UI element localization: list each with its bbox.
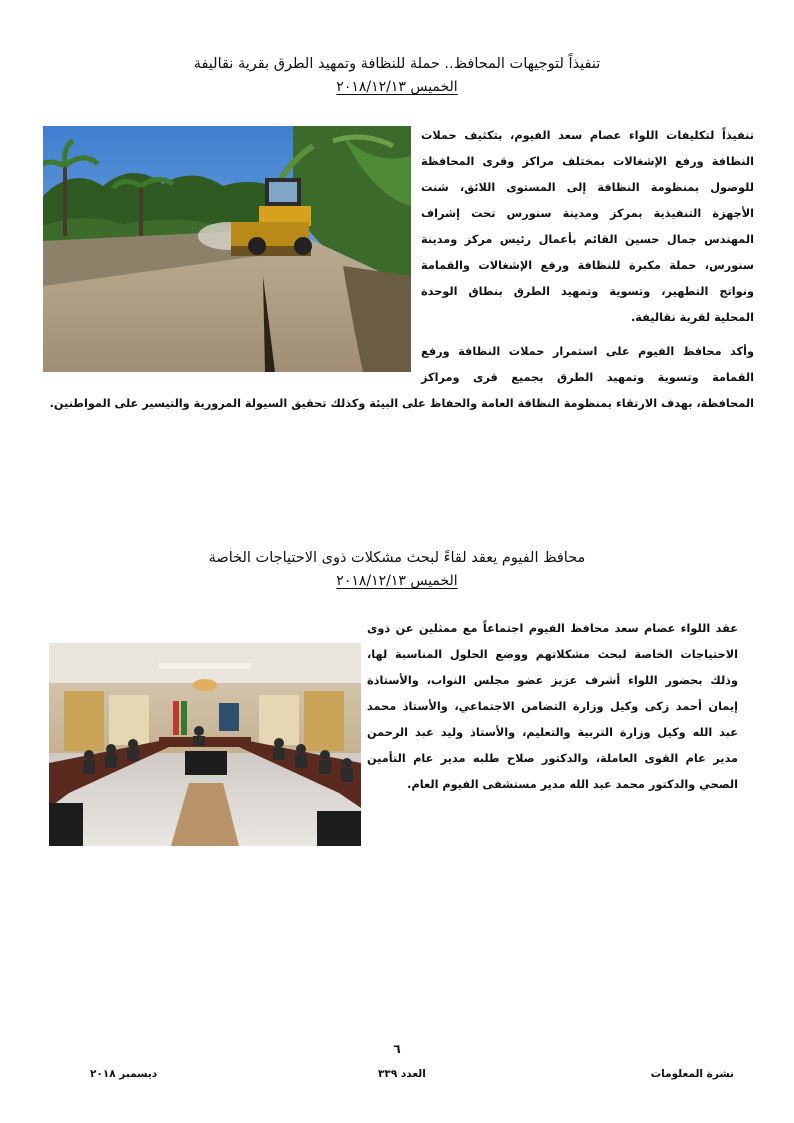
article2-paragraph-1: عقد اللواء عصام سعد محافظ الفيوم اجتماعاً مع ممثلين عن ذوى الاحتياجات الخاصة لبحث مشكلاتهم ووضع الحلول المناسبة لها، وذلك بحضور اللواء أشرف عزيز عضو مجلس النواب، والأستاذة إيمان أحمد زكى وكيل وزارة التضامن الاجتماعي، والأستاذ محمد عبد الله وكيل وزارة التربية والتعليم، والأستاذ وليد عبد الرحمن مدير عام القوى العاملة، والدكتور صلاح طلبه مدير عام التأمين الصحي والدكتور محمد عبد الله مدير مستشفى الفيوم العام. xyxy=(367,622,738,791)
float-spacer xyxy=(43,339,421,373)
article1-date: الخميس ٢٠١٨/١٢/١٣ xyxy=(336,79,458,95)
footer-newsletter: نشرة المعلومات xyxy=(650,1068,734,1080)
footer-issue: العدد ٣٣٩ xyxy=(378,1068,426,1080)
article2-title: محافظ الفيوم يعقد لقاءً لبحث مشكلات ذوى الاحتياجات الخاصة xyxy=(208,550,586,566)
article1-title: تنفيذاً لتوجيهات المحافظ.. حملة للنظافة وتمهيد الطرق بقرية نقاليفة xyxy=(193,56,601,72)
article2-paragraph-1-wrap xyxy=(49,616,738,860)
footer-date: ديسمبر ٢٠١٨ xyxy=(90,1068,158,1080)
bulldozer-photo xyxy=(43,126,411,372)
article2-date: الخميس ٢٠١٨/١٢/١٣ xyxy=(336,573,458,589)
float-spacer-2 xyxy=(49,644,367,860)
article1-paragraph-2: وأكد محافظ الفيوم على استمرار حملات النظافة ورفع القمامة وتسوية وتمهيد الطرق بجميع قرى ومراكز المحافظة، بهدف الارتقاء بمنظومة النظافة العامة والحفاظ على البيئة وكذلك تحقيق السيولة المرورية والتيسير على المواطنين. xyxy=(49,345,754,410)
article1-paragraph-1: تنفيذاً لتكليفات اللواء عصام سعد الفيوم، بتكثيف حملات النظافة ورفع الإشغالات بمختلف مراكز وقرى المحافظة للوصول بمنظومة النظافة إلى المستوى اللائق، شنت الأجهزة التنفيذية بمركز ومدينة سنورس تحت إشراف المهندس جمال حسين القائم بأعمال رئيس مركز ومدينة سنورس، حملة مكبرة للنظافة ورفع الإشغالات والقمامة ونواتج التطهير، وتسوية وتمهيد الطرق بنطاق الوحدة المحلية لقرية نقاليفة. xyxy=(421,129,754,324)
page-number: ٦ xyxy=(393,1042,401,1056)
article1-paragraph-2-wrap xyxy=(43,339,754,417)
